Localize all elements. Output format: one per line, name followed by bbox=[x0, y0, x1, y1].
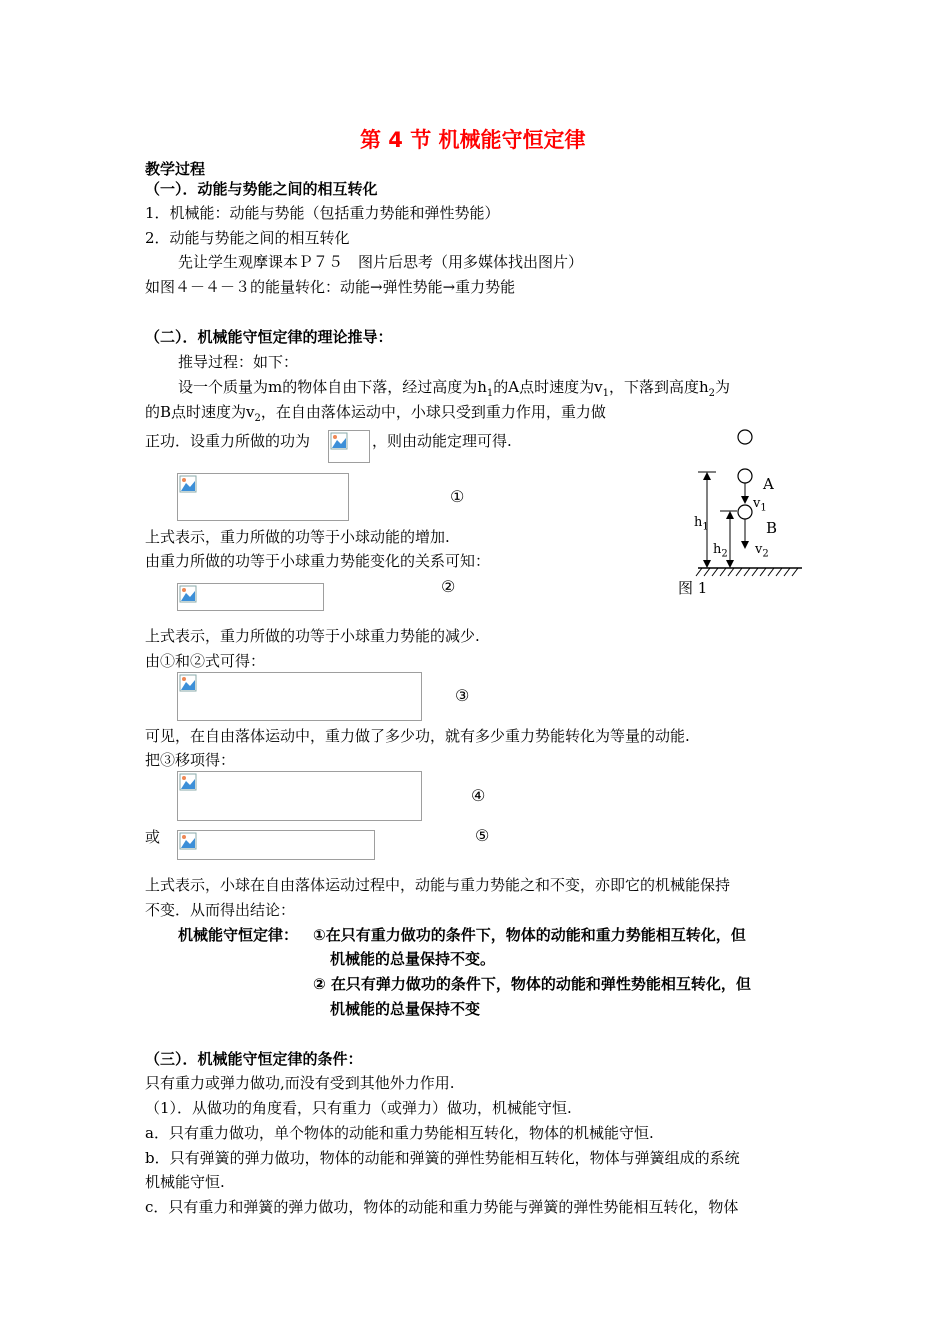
broken-image-icon bbox=[178, 772, 198, 792]
h1-arrow-up bbox=[703, 472, 711, 480]
section-heading-1: （一）．动能与势能之间的相互转化 bbox=[145, 180, 378, 198]
ball-top bbox=[738, 430, 752, 444]
equation-number: ② bbox=[441, 577, 456, 596]
text-line: 或 bbox=[145, 828, 161, 846]
h1-arrow-down bbox=[703, 560, 711, 568]
text-line: ，则由动能定理可得. bbox=[372, 432, 512, 450]
equation-number: ⑤ bbox=[475, 826, 490, 845]
text-line: 的B点时速度为$v_2$，在自由落体运动中，小球只受到重力作用，重力做 bbox=[145, 403, 606, 424]
formula-image bbox=[177, 771, 422, 821]
page-title: 第 4 节 机械能守恒定律 bbox=[360, 128, 586, 152]
v1-arrowhead bbox=[741, 496, 749, 504]
text-line: 上式表示，重力所做的功等于小球重力势能的减少. bbox=[145, 627, 480, 645]
text-line: 只有重力或弹力做功,而没有受到其他外力作用. bbox=[145, 1074, 455, 1092]
text-line: 可见，在自由落体运动中，重力做了多少功，就有多少重力势能转化为等量的动能. bbox=[145, 727, 690, 745]
text-line: 推导过程：如下： bbox=[178, 353, 299, 371]
law-text: 机械能的总量保持不变 bbox=[330, 1000, 481, 1018]
free-fall-figure bbox=[670, 420, 810, 580]
equation-number: ① bbox=[450, 487, 465, 506]
label-v1: $v_1$ bbox=[753, 496, 767, 514]
law-text: ①在只有重力做功的条件下，物体的动能和重力势能相互转化，但 bbox=[313, 926, 746, 944]
text-line: 由重力所做的功等于小球重力势能变化的关系可知： bbox=[145, 552, 491, 570]
law-text: 机械能的总量保持不变。 bbox=[330, 950, 496, 968]
broken-image-icon bbox=[178, 673, 198, 693]
ground-hatch bbox=[696, 568, 798, 576]
equation-number: ④ bbox=[471, 786, 486, 805]
text-line: 2．动能与势能之间的相互转化 bbox=[145, 229, 350, 247]
ball-b bbox=[738, 505, 752, 519]
text-line: c．只有重力和弹簧的弹力做功，物体的动能和重力势能与弹簧的弹性势能相互转化，物体 bbox=[145, 1198, 739, 1216]
text-line: 把③移项得： bbox=[145, 751, 236, 769]
text-line: b．只有弹簧的弹力做功，物体的动能和弹簧的弹性势能相互转化，物体与弹簧组成的系统 bbox=[145, 1149, 740, 1167]
formula-image bbox=[177, 583, 324, 611]
text-line: 由①和②式可得： bbox=[145, 652, 266, 670]
text-line: 不变．从而得出结论： bbox=[145, 901, 296, 919]
broken-image-icon bbox=[178, 584, 198, 604]
text-line: 上式表示，小球在自由落体运动过程中，动能与重力势能之和不变，亦即它的机械能保持 bbox=[145, 876, 731, 894]
broken-image-icon bbox=[329, 431, 349, 451]
label-a: A bbox=[763, 475, 774, 493]
label-h1: $h_1$ bbox=[694, 515, 709, 533]
label-b: B bbox=[766, 519, 778, 537]
text-line: 设一个质量为m的物体自由下落，经过高度为$h_1$的A点时速度为$v_1$，下落到高度$h_2$为 bbox=[178, 378, 731, 399]
equation-number: ③ bbox=[455, 686, 470, 705]
formula-image bbox=[177, 830, 375, 860]
label-h2: $h_2$ bbox=[713, 542, 728, 560]
formula-image bbox=[177, 672, 422, 721]
ball-a bbox=[738, 469, 752, 483]
figure-caption: 图 1 bbox=[678, 579, 708, 597]
section-heading-3: （三）．机械能守恒定律的条件： bbox=[145, 1050, 363, 1068]
text-line: 机械能守恒. bbox=[145, 1173, 225, 1191]
h2-arrow-up bbox=[726, 511, 734, 519]
broken-image-icon bbox=[178, 831, 198, 851]
v2-arrowhead bbox=[741, 541, 749, 549]
text-line: 如图４－４－３的能量转化：动能→弹性势能→重力势能 bbox=[145, 278, 516, 296]
formula-image bbox=[328, 430, 370, 463]
law-text: ② 在只有弹力做功的条件下，物体的动能和弹性势能相互转化，但 bbox=[313, 975, 751, 993]
section-heading-2: （二）．机械能守恒定律的理论推导： bbox=[145, 328, 393, 346]
text-line: （1）．从做功的角度看，只有重力（或弹力）做功，机械能守恒. bbox=[145, 1099, 572, 1117]
text-line: 先让学生观摩课本Ｐ７５ 图片后思考（用多媒体找出图片） bbox=[178, 253, 584, 271]
law-label: 机械能守恒定律： bbox=[178, 926, 299, 944]
label-v2: $v_2$ bbox=[755, 542, 769, 560]
formula-image bbox=[177, 473, 349, 521]
text-line: 上式表示，重力所做的功等于小球动能的增加. bbox=[145, 528, 450, 546]
text-line: 正功．设重力所做的功为 bbox=[145, 432, 311, 450]
text-line: 1．机械能：动能与势能（包括重力势能和弹性势能） bbox=[145, 204, 500, 222]
text-line: a．只有重力做功，单个物体的动能和重力势能相互转化，物体的机械能守恒. bbox=[145, 1124, 654, 1142]
broken-image-icon bbox=[178, 474, 198, 494]
section-heading-process: 教学过程 bbox=[145, 160, 206, 178]
